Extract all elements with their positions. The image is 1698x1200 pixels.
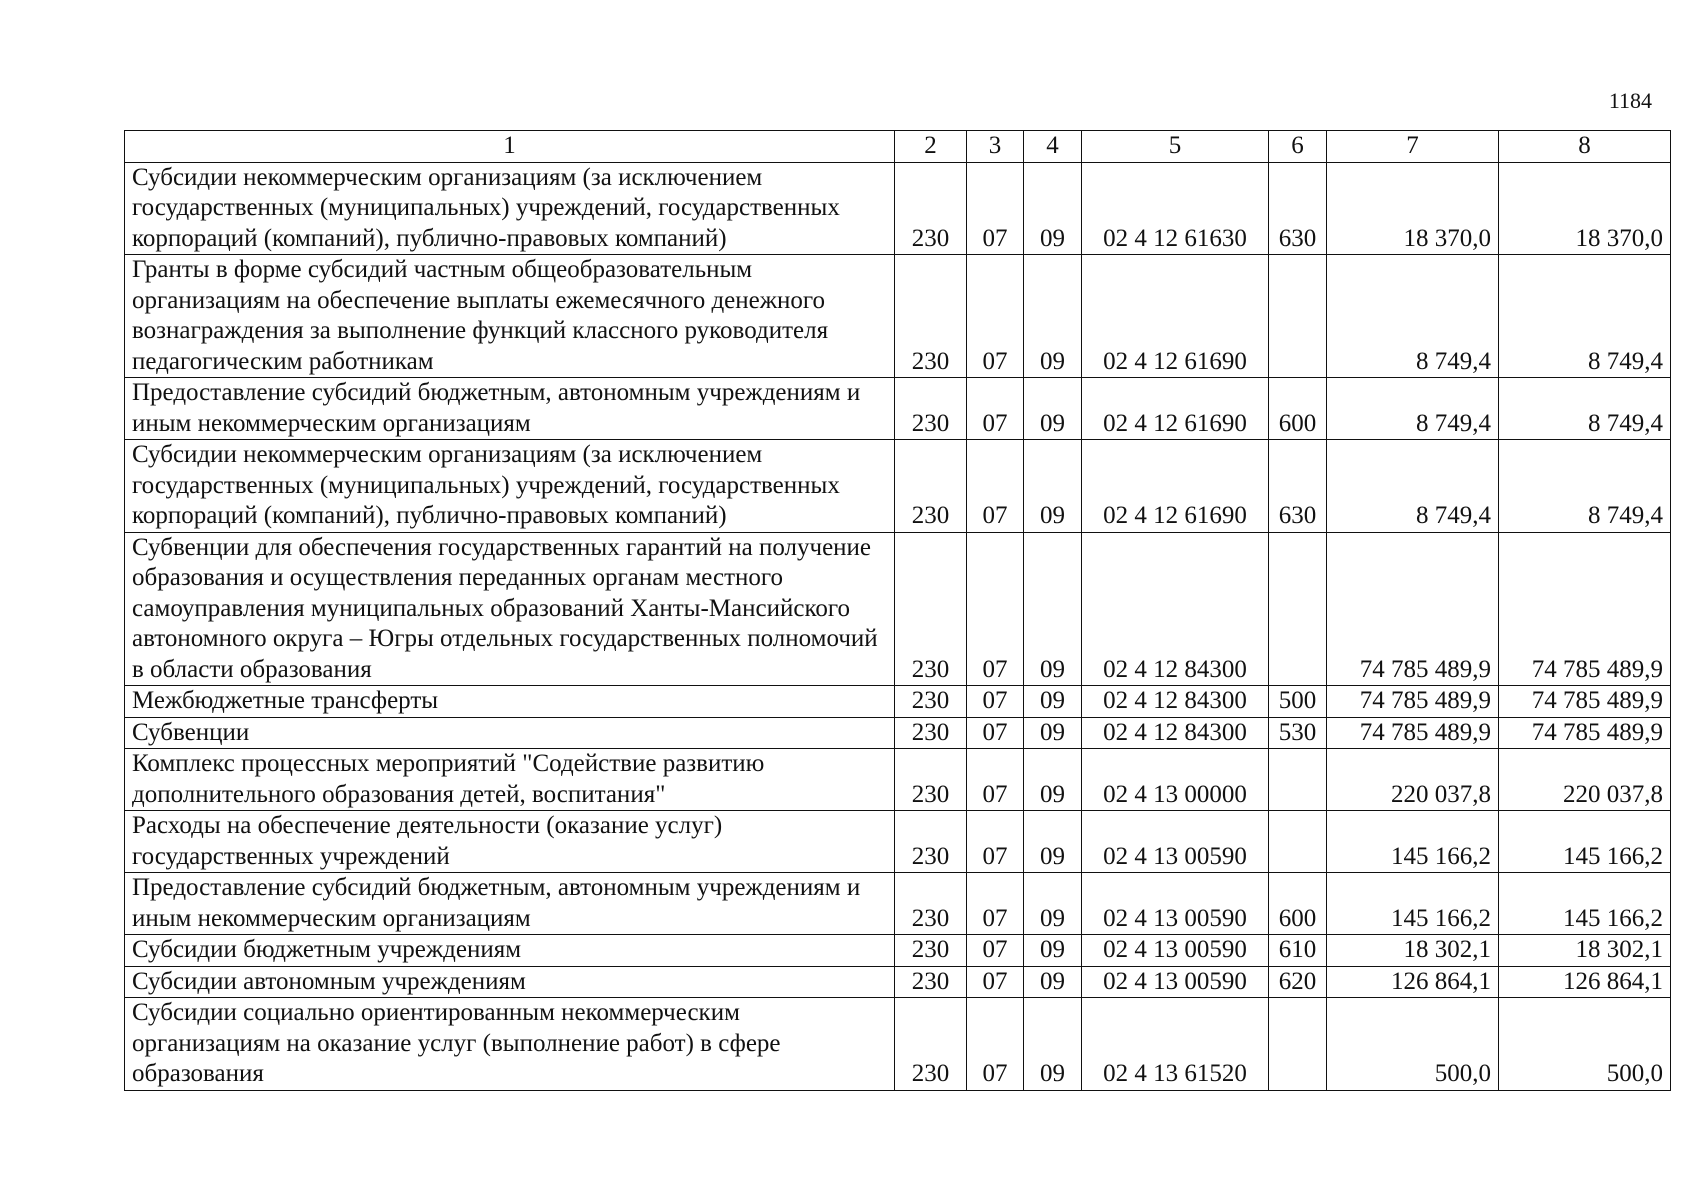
table-row (125, 935, 1671, 967)
header-cell-7: 7 (1327, 131, 1499, 163)
target-article-cell: 02 4 13 00590 (1082, 966, 1269, 998)
subsection-code-cell: 09 (1024, 873, 1082, 935)
budget-table (124, 130, 1671, 1091)
amount-col7-cell: 500,0 (1327, 998, 1499, 1091)
amount-col7-cell: 74 785 489,9 (1327, 686, 1499, 718)
expense-type-cell (1269, 255, 1327, 378)
header-cell-5: 5 (1082, 131, 1269, 163)
ved-code-cell: 230 (895, 378, 967, 440)
expense-type-cell (1269, 532, 1327, 686)
section-code-cell: 07 (967, 749, 1024, 811)
subsection-code-cell: 09 (1024, 686, 1082, 718)
amount-col8-cell: 18 370,0 (1499, 162, 1671, 255)
section-code-cell: 07 (967, 998, 1024, 1091)
ved-code-cell: 230 (895, 255, 967, 378)
expense-type-cell (1269, 998, 1327, 1091)
target-article-cell: 02 4 13 61520 (1082, 998, 1269, 1091)
table-row (125, 749, 1671, 811)
section-code-cell: 07 (967, 162, 1024, 255)
target-article-cell: 02 4 12 61690 (1082, 255, 1269, 378)
header-cell-6: 6 (1269, 131, 1327, 163)
section-code-cell: 07 (967, 378, 1024, 440)
row-name-cell: Субсидии некоммерческим организациям (за исключением государственных (муниципальных) учреждений, государственных корпораций (компаний), публично-правовых компаний) (125, 440, 895, 533)
section-code-cell: 07 (967, 873, 1024, 935)
amount-col8-cell: 18 302,1 (1499, 935, 1671, 967)
table-row (125, 162, 1671, 255)
ved-code-cell: 230 (895, 749, 967, 811)
amount-col7-cell: 126 864,1 (1327, 966, 1499, 998)
target-article-cell: 02 4 12 61690 (1082, 378, 1269, 440)
section-code-cell: 07 (967, 717, 1024, 749)
subsection-code-cell: 09 (1024, 717, 1082, 749)
amount-col8-cell: 8 749,4 (1499, 440, 1671, 533)
table-row (125, 255, 1671, 378)
subsection-code-cell: 09 (1024, 935, 1082, 967)
expense-type-cell: 630 (1269, 162, 1327, 255)
table-row (125, 966, 1671, 998)
table-header (125, 131, 1671, 163)
section-code-cell: 07 (967, 440, 1024, 533)
ved-code-cell: 230 (895, 440, 967, 533)
amount-col8-cell: 500,0 (1499, 998, 1671, 1091)
expense-type-cell: 530 (1269, 717, 1327, 749)
header-cell-8: 8 (1499, 131, 1671, 163)
target-article-cell: 02 4 12 84300 (1082, 717, 1269, 749)
row-name-cell: Предоставление субсидий бюджетным, автономным учреждениям и иным некоммерческим организациям (125, 378, 895, 440)
subsection-code-cell: 09 (1024, 255, 1082, 378)
amount-col8-cell: 8 749,4 (1499, 378, 1671, 440)
table-row (125, 686, 1671, 718)
expense-type-cell: 600 (1269, 873, 1327, 935)
amount-col7-cell: 220 037,8 (1327, 749, 1499, 811)
expense-type-cell (1269, 749, 1327, 811)
row-name-cell: Субсидии некоммерческим организациям (за исключением государственных (муниципальных) учреждений, государственных корпораций (компаний), публично-правовых компаний) (125, 162, 895, 255)
row-name-cell: Субвенции для обеспечения государственных гарантий на получение образования и осуществления переданных органам местного самоуправления муниципальных образований Ханты-Мансийского автономного округа – Югры отдельных государственных полномочий в области образования (125, 532, 895, 686)
expense-type-cell: 610 (1269, 935, 1327, 967)
table-row (125, 998, 1671, 1091)
ved-code-cell: 230 (895, 162, 967, 255)
table-row (125, 811, 1671, 873)
row-name-cell: Субсидии бюджетным учреждениям (125, 935, 895, 967)
target-article-cell: 02 4 12 84300 (1082, 532, 1269, 686)
amount-col8-cell: 74 785 489,9 (1499, 717, 1671, 749)
subsection-code-cell: 09 (1024, 749, 1082, 811)
ved-code-cell: 230 (895, 935, 967, 967)
header-cell-1: 1 (125, 131, 895, 163)
row-name-cell: Предоставление субсидий бюджетным, автономным учреждениям и иным некоммерческим организациям (125, 873, 895, 935)
section-code-cell: 07 (967, 532, 1024, 686)
amount-col7-cell: 74 785 489,9 (1327, 717, 1499, 749)
expense-type-cell (1269, 811, 1327, 873)
target-article-cell: 02 4 12 61630 (1082, 162, 1269, 255)
header-cell-3: 3 (967, 131, 1024, 163)
target-article-cell: 02 4 13 00590 (1082, 873, 1269, 935)
ved-code-cell: 230 (895, 873, 967, 935)
section-code-cell: 07 (967, 966, 1024, 998)
target-article-cell: 02 4 13 00590 (1082, 935, 1269, 967)
table-row (125, 717, 1671, 749)
amount-col7-cell: 18 302,1 (1327, 935, 1499, 967)
expense-type-cell: 600 (1269, 378, 1327, 440)
subsection-code-cell: 09 (1024, 440, 1082, 533)
subsection-code-cell: 09 (1024, 532, 1082, 686)
amount-col8-cell: 145 166,2 (1499, 811, 1671, 873)
ved-code-cell: 230 (895, 966, 967, 998)
row-name-cell: Субвенции (125, 717, 895, 749)
amount-col8-cell: 8 749,4 (1499, 255, 1671, 378)
row-name-cell: Субсидии социально ориентированным некоммерческим организациям на оказание услуг (выполнение работ) в сфере образования (125, 998, 895, 1091)
ved-code-cell: 230 (895, 532, 967, 686)
section-code-cell: 07 (967, 255, 1024, 378)
section-code-cell: 07 (967, 811, 1024, 873)
amount-col8-cell: 220 037,8 (1499, 749, 1671, 811)
table-row (125, 378, 1671, 440)
section-code-cell: 07 (967, 935, 1024, 967)
subsection-code-cell: 09 (1024, 162, 1082, 255)
amount-col8-cell: 145 166,2 (1499, 873, 1671, 935)
table-row (125, 440, 1671, 533)
header-row (125, 131, 1671, 163)
amount-col7-cell: 145 166,2 (1327, 811, 1499, 873)
section-code-cell: 07 (967, 686, 1024, 718)
amount-col7-cell: 145 166,2 (1327, 873, 1499, 935)
amount-col7-cell: 8 749,4 (1327, 440, 1499, 533)
subsection-code-cell: 09 (1024, 811, 1082, 873)
table-row (125, 873, 1671, 935)
target-article-cell: 02 4 13 00000 (1082, 749, 1269, 811)
amount-col7-cell: 8 749,4 (1327, 378, 1499, 440)
subsection-code-cell: 09 (1024, 378, 1082, 440)
amount-col7-cell: 74 785 489,9 (1327, 532, 1499, 686)
ved-code-cell: 230 (895, 717, 967, 749)
row-name-cell: Гранты в форме субсидий частным общеобразовательным организациям на обеспечение выплаты ежемесячного денежного вознаграждения за выполнение функций классного руководителя педагогическим работникам (125, 255, 895, 378)
header-cell-2: 2 (895, 131, 967, 163)
row-name-cell: Комплекс процессных мероприятий "Содействие развитию дополнительного образования детей, воспитания" (125, 749, 895, 811)
target-article-cell: 02 4 12 61690 (1082, 440, 1269, 533)
row-name-cell: Межбюджетные трансферты (125, 686, 895, 718)
amount-col8-cell: 126 864,1 (1499, 966, 1671, 998)
expense-type-cell: 630 (1269, 440, 1327, 533)
amount-col8-cell: 74 785 489,9 (1499, 532, 1671, 686)
page-number: 1184 (1608, 88, 1652, 113)
expense-type-cell: 620 (1269, 966, 1327, 998)
table-body (125, 162, 1671, 1090)
row-name-cell: Расходы на обеспечение деятельности (оказание услуг) государственных учреждений (125, 811, 895, 873)
table-row (125, 532, 1671, 686)
row-name-cell: Субсидии автономным учреждениям (125, 966, 895, 998)
target-article-cell: 02 4 13 00590 (1082, 811, 1269, 873)
subsection-code-cell: 09 (1024, 966, 1082, 998)
ved-code-cell: 230 (895, 811, 967, 873)
ved-code-cell: 230 (895, 686, 967, 718)
header-cell-4: 4 (1024, 131, 1082, 163)
ved-code-cell: 230 (895, 998, 967, 1091)
target-article-cell: 02 4 12 84300 (1082, 686, 1269, 718)
expense-type-cell: 500 (1269, 686, 1327, 718)
amount-col7-cell: 18 370,0 (1327, 162, 1499, 255)
subsection-code-cell: 09 (1024, 998, 1082, 1091)
amount-col7-cell: 8 749,4 (1327, 255, 1499, 378)
amount-col8-cell: 74 785 489,9 (1499, 686, 1671, 718)
